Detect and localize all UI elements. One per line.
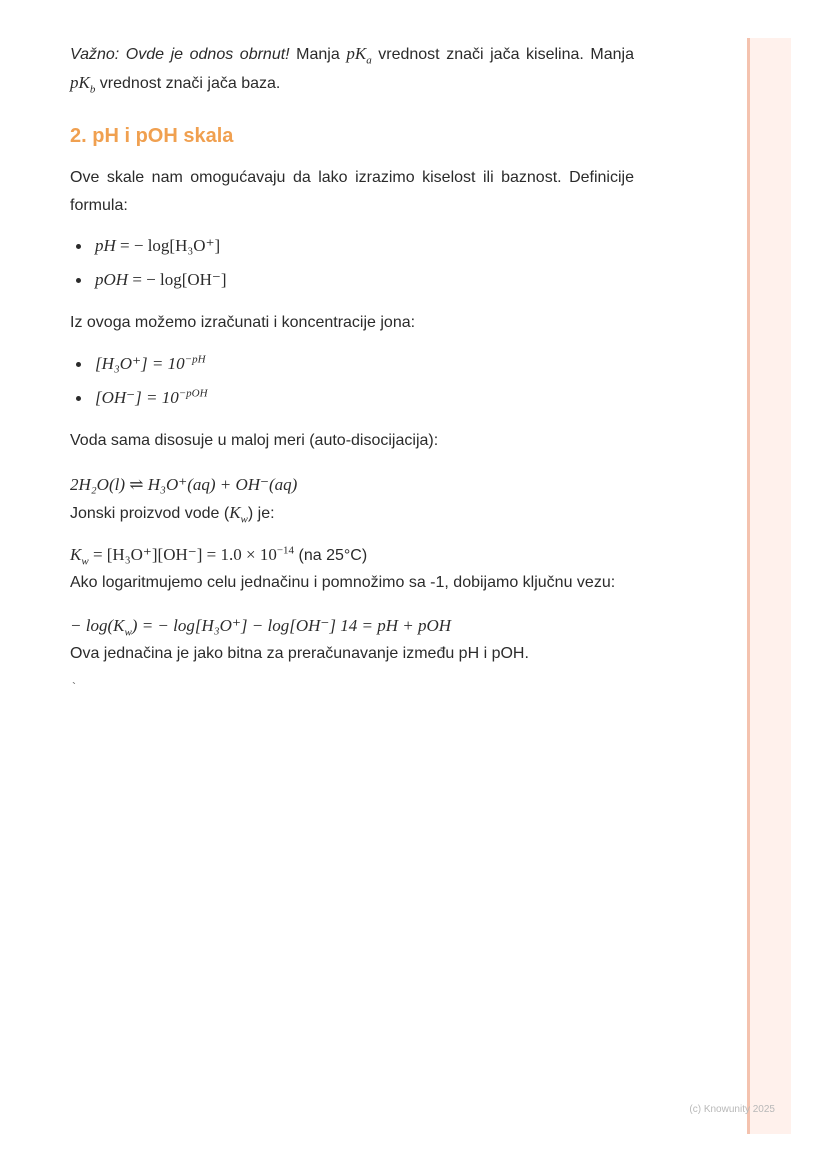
kw-paragraph: Jonski proizvod vode $(K_w)$ je: [70, 503, 275, 526]
side-margin-strip [747, 38, 791, 1134]
water-equation: 2H₂O(l) ⇌ H₃O⁺(aq) + OH⁻(aq) [70, 475, 298, 494]
definitions-list [70, 229, 227, 297]
math-pkb: $pK_b$ [70, 73, 96, 96]
section-intro-paragraph: Ove skale nam omogućavaju da lako izrazimo kiselost ili baznost. Definicije formula: [70, 169, 634, 214]
important-note: Važno: Ovde je odnos obrnut! [70, 46, 290, 63]
intro-paragraph: Važno: Ovde je odnos obrnut! Manja $pK_a$ vrednost znači jača kiselina. Manja $pK_b$ vrednost znači jača baza. [70, 44, 634, 96]
list-item: $[OH^-] = 10^{-pOH}$ [70, 381, 208, 415]
list-item: pH = − log[H₃O⁺] [70, 229, 227, 263]
list-item: $[H_3O^+] = 10^{-pH}$ [70, 347, 208, 381]
concentration-paragraph: Iz ovoga možemo izračunati i koncentracije jona: [70, 314, 416, 331]
list-item: pOH = − log[OH⁻] [70, 263, 227, 297]
closing-paragraph: Ova jednačina je jako bitna za preračunavanje između pH i pOH. [70, 645, 529, 662]
concentrations-list [70, 347, 208, 415]
copyright-footer: (c) Knowunity 2025 [689, 1104, 775, 1115]
stray-mark: ` [72, 680, 76, 694]
section-heading: 2. pH i pOH skala [70, 125, 234, 147]
log-equation: − $\log(K_w)$ = − log[H₃O⁺] − log[OH⁻] 14 = pH + pOH [70, 616, 452, 639]
log-paragraph: Ako logaritmujemo celu jednačinu i pomnožimo sa -1, dobijamo ključnu vezu: [70, 574, 616, 591]
water-paragraph: Voda sama disosuje u maloj meri (auto-disocijacija): [70, 432, 439, 449]
kw-equation: $K_w = [H_3O^+][OH^-] = 1.0 \times 10^{-14}$ (na 25°C) [70, 544, 368, 568]
math-pka: $pK_a$ [346, 44, 372, 67]
